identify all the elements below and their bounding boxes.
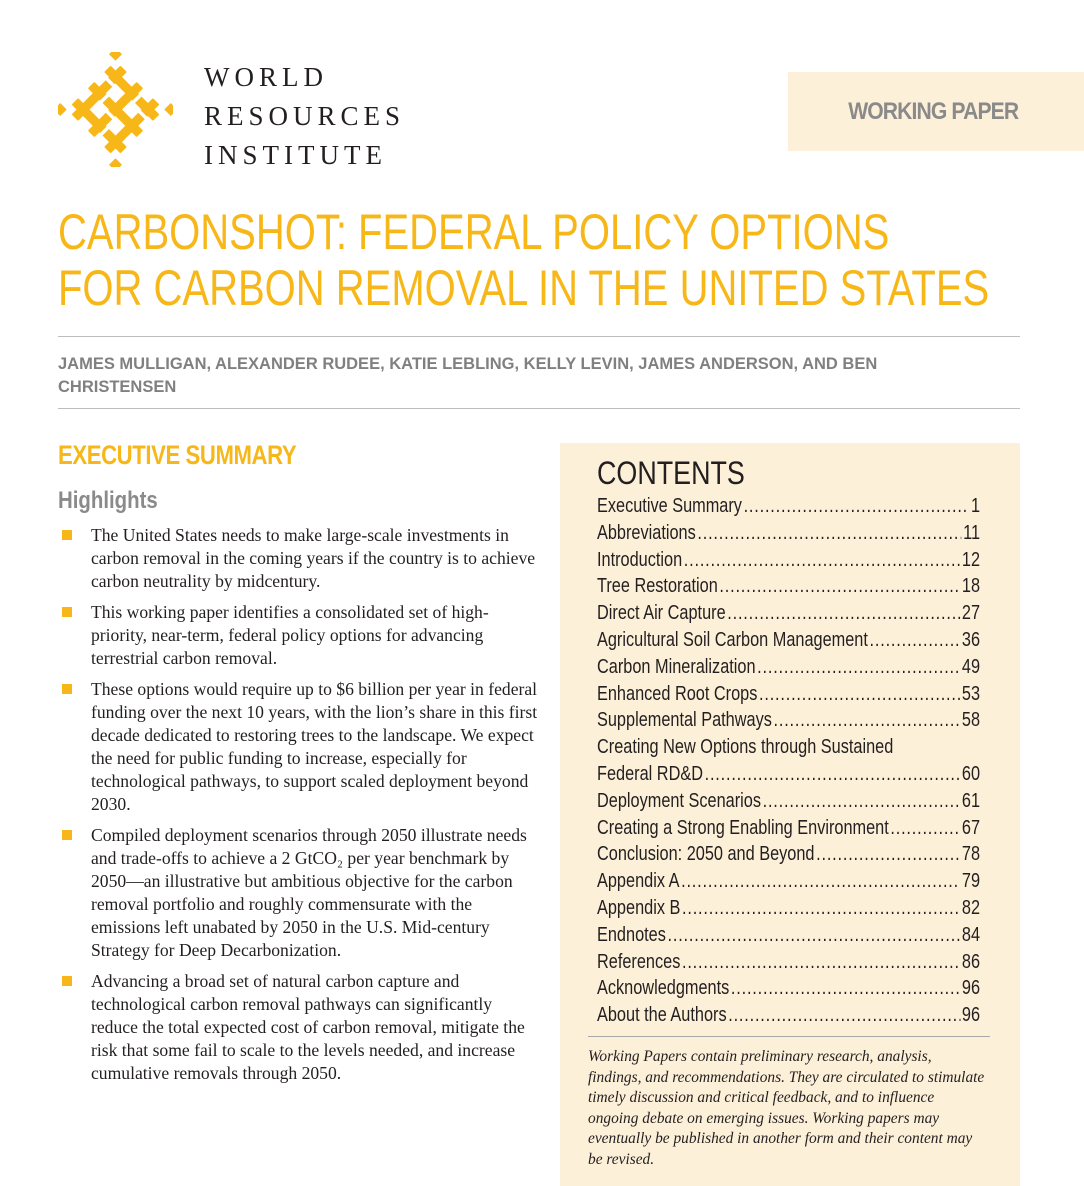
toc-item[interactable] — [597, 493, 979, 520]
toc-item[interactable] — [597, 841, 979, 868]
toc-leader-dots — [727, 600, 960, 627]
toc-item[interactable] — [597, 922, 979, 949]
list-item — [58, 970, 538, 1085]
toc-item-label: Abbreviations — [597, 521, 696, 544]
toc-leader-dots — [744, 493, 970, 520]
toc-item-page: 86 — [961, 950, 981, 973]
toc-item[interactable] — [597, 815, 979, 842]
toc-leader-dots — [763, 788, 961, 815]
toc-item-page: 60 — [961, 762, 981, 785]
toc-item-label: Deployment Scenarios — [597, 789, 761, 812]
toc-item-label: Acknowledgments — [597, 977, 730, 1000]
toc-item[interactable] — [597, 681, 979, 708]
toc-item-page: 36 — [961, 628, 981, 651]
organization-name — [204, 58, 405, 175]
toc-item-page: 11 — [963, 521, 981, 544]
toc-item-page: 96 — [961, 1004, 981, 1027]
toc-item-page: 12 — [961, 548, 981, 571]
list-item — [58, 524, 538, 593]
toc-item-page: 1 — [970, 495, 981, 517]
title-line: CARBONSHOT: FEDERAL POLICY OPTIONS — [58, 204, 890, 260]
toc-item[interactable] — [597, 707, 979, 734]
toc-item-label: Tree Restoration — [597, 575, 718, 598]
toc-item-page: 58 — [961, 709, 981, 732]
toc-item[interactable] — [597, 788, 979, 815]
toc-leader-dots — [668, 922, 961, 949]
toc-item[interactable] — [597, 734, 979, 761]
toc-leader-dots — [682, 895, 960, 922]
toc-item-label: References — [597, 950, 681, 973]
toc-leader-dots — [684, 547, 960, 574]
toc-item-page: 78 — [961, 843, 981, 866]
toc-item-label: Creating a Strong Enabling Environment — [597, 816, 889, 839]
list-item — [58, 601, 538, 670]
org-name-line: INSTITUTE — [204, 140, 387, 170]
org-name-line: RESOURCES — [204, 101, 406, 131]
toc-item-page: 61 — [961, 789, 981, 812]
toc-leader-dots — [705, 761, 961, 788]
toc-item-page: 53 — [961, 682, 981, 705]
list-item — [58, 824, 538, 962]
toc-item-label: Executive Summary — [597, 495, 742, 517]
toc-item-label: Supplemental Pathways — [597, 709, 772, 732]
org-name-line: WORLD — [204, 62, 328, 92]
toc-item[interactable] — [597, 975, 979, 1002]
divider — [588, 1036, 990, 1037]
toc-item-page: 82 — [961, 896, 981, 919]
toc-item-page: 18 — [961, 575, 981, 598]
list-item — [58, 678, 538, 816]
toc-leader-dots — [731, 975, 960, 1002]
toc-item-label: Carbon Mineralization — [597, 655, 756, 678]
toc-item-label: Appendix B — [597, 896, 681, 919]
toc-item-page: 96 — [961, 977, 981, 1000]
toc-item-label: Conclusion: 2050 and Beyond — [597, 843, 815, 866]
bullet-text: Compiled deployment scenarios through 2050 illustrate needs and trade-offs to achieve a 2 GtCO₂ per year benchmark by 2050—an illustrative but ambitious objective for the carbon removal portfolio and roughly commensurate with the emissions left unabated by 2050 in the U.S. Mid-century Strategy for Deep Decarbonization. — [91, 825, 527, 960]
toc-item-page: 27 — [961, 602, 981, 625]
bullet-square-icon — [62, 684, 72, 694]
toc-item[interactable] — [597, 520, 979, 547]
title-line: FOR CARBON REMOVAL IN THE UNITED STATES — [58, 260, 990, 316]
toc-item-page: 67 — [961, 816, 981, 839]
authors: JAMES MULLIGAN, ALEXANDER RUDEE, KATIE LEBLING, KELLY LEVIN, JAMES ANDERSON, AND BEN CHRISTENSEN — [58, 355, 878, 396]
bullet-square-icon — [62, 976, 72, 986]
toc-item-label: Appendix A — [597, 870, 680, 893]
toc-item-label: Creating New Options through Sustained — [597, 736, 894, 759]
toc-item-label: Endnotes — [597, 923, 666, 946]
toc-item[interactable] — [597, 547, 979, 574]
document-title — [58, 204, 990, 316]
toc-leader-dots — [728, 1002, 960, 1029]
bullet-text: These options would require up to $6 billion per year in federal funding over the next 10 years, with the lion’s share in this first decade dedicated to restoring trees to the landscape. We expect the need for public funding to increase, especially for technological pathways, to support scaled deployment beyond 2030. — [91, 679, 538, 814]
toc-item-page: 84 — [961, 923, 981, 946]
bullet-square-icon — [62, 830, 72, 840]
toc-item-label: Introduction — [597, 548, 683, 571]
highlights-heading: Highlights — [58, 487, 158, 514]
toc-item[interactable] — [597, 627, 979, 654]
toc-leader-dots — [890, 815, 960, 842]
table-of-contents — [597, 493, 979, 1029]
contents-heading: CONTENTS — [597, 455, 745, 491]
toc-leader-dots — [759, 681, 960, 708]
toc-leader-dots — [774, 707, 961, 734]
toc-leader-dots — [719, 573, 960, 600]
toc-item[interactable] — [597, 895, 979, 922]
toc-item[interactable] — [597, 1002, 979, 1029]
toc-leader-dots — [681, 868, 960, 895]
contents-panel — [560, 443, 1020, 1186]
bullet-square-icon — [62, 530, 72, 540]
working-paper-note: Working Papers contain preliminary research, analysis, findings, and recommendations. They are circulated to stimulate timely discussion and critical feedback, and to influence ongoing debate on emerging issues. Working papers may eventually be published in another form and their content may be revised. — [588, 1048, 985, 1168]
toc-item[interactable] — [597, 600, 979, 627]
working-paper-label: WORKING PAPER — [847, 98, 1018, 125]
toc-item[interactable] — [597, 868, 979, 895]
wri-logo-icon — [58, 52, 173, 167]
toc-item-label: Enhanced Root Crops — [597, 682, 758, 705]
toc-leader-dots — [697, 520, 961, 547]
working-paper-badge — [788, 72, 1084, 151]
bullet-square-icon — [62, 607, 72, 617]
bullet-text: This working paper identifies a consolidated set of high-priority, near-term, federal policy options for advancing terrestrial carbon removal. — [91, 602, 489, 668]
toc-leader-dots — [870, 627, 961, 654]
toc-item-label: Direct Air Capture — [597, 602, 726, 625]
toc-item-page: 79 — [961, 870, 981, 893]
toc-item-label: About the Authors — [597, 1004, 727, 1027]
toc-leader-dots — [757, 654, 960, 681]
toc-item[interactable] — [597, 654, 979, 681]
executive-summary-heading: EXECUTIVE SUMMARY — [58, 440, 297, 470]
bullet-text: The United States needs to make large-scale investments in carbon removal in the coming years if the country is to achieve carbon neutrality by midcentury. — [91, 525, 536, 591]
bullet-text: Advancing a broad set of natural carbon capture and technological carbon removal pathways can significantly reduce the total expected cost of carbon removal, mitigate the risk that some fail to scale to the levels needed, and increase cumulative removals through 2050. — [91, 971, 525, 1083]
toc-item[interactable] — [597, 949, 979, 976]
toc-leader-dots — [816, 841, 960, 868]
divider — [58, 408, 1020, 409]
divider — [58, 336, 1020, 337]
toc-item[interactable] — [597, 761, 979, 788]
highlights-list — [58, 524, 538, 1093]
toc-item-label: Agricultural Soil Carbon Management — [597, 628, 868, 651]
toc-leader-dots — [682, 949, 960, 976]
toc-item-page: 49 — [961, 655, 981, 678]
toc-item-label: Federal RD&D — [597, 762, 703, 785]
toc-item[interactable] — [597, 573, 979, 600]
